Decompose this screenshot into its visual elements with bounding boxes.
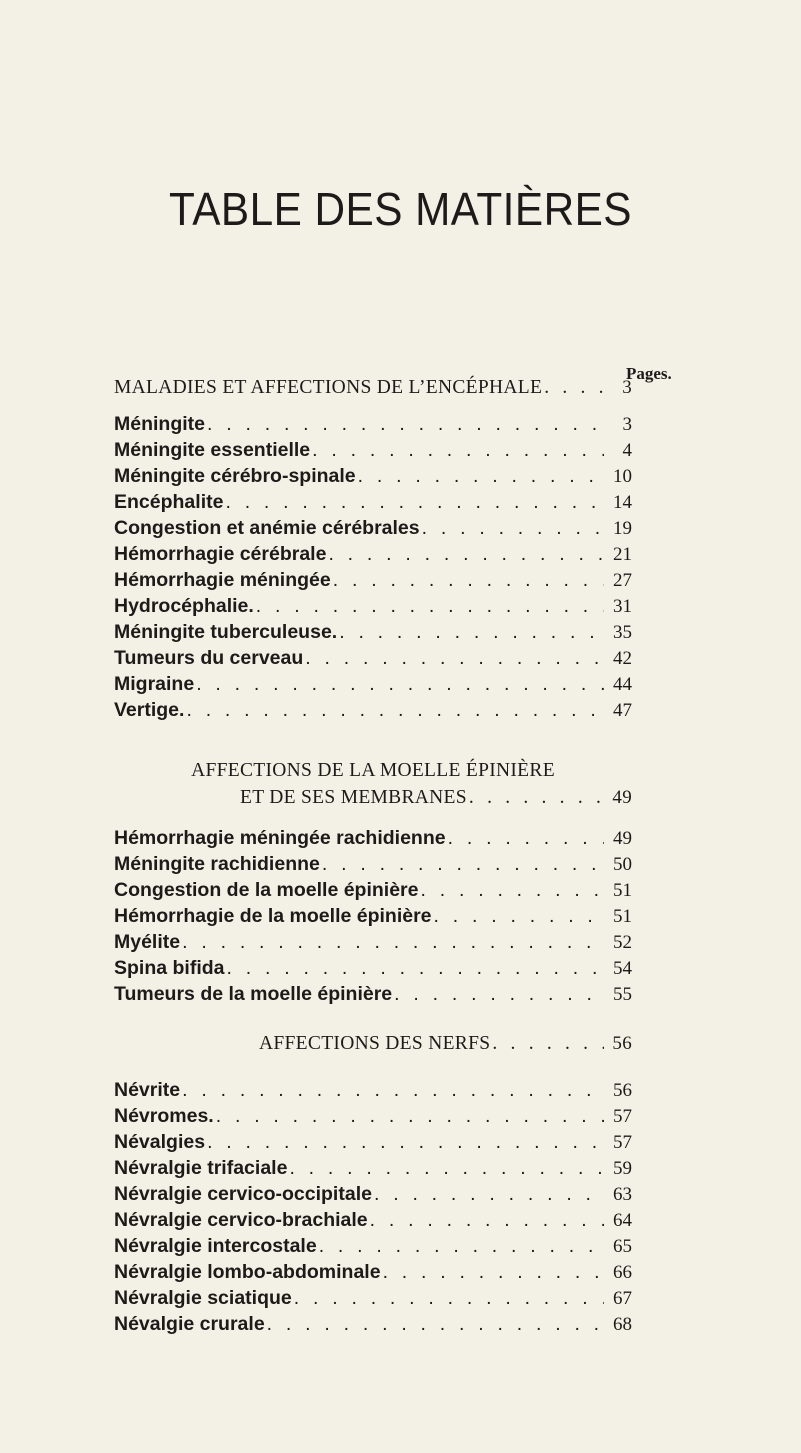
- toc-entry: [114, 1311, 632, 1337]
- section-heading-moelle-line1: AFFECTIONS DE LA MOELLE ÉPINIÈRE: [191, 760, 555, 781]
- entry-page-number: 50: [613, 854, 632, 875]
- dot-leader: [254, 593, 604, 619]
- entry-page-number: 63: [613, 1184, 632, 1205]
- toc-entry: [114, 697, 632, 723]
- dot-leader: [180, 929, 604, 955]
- section-title: MALADIES ET AFFECTIONS DE L’ENCÉPHALE: [114, 377, 543, 398]
- entry-title: Congestion de la moelle épinière: [114, 879, 419, 901]
- dot-leader: [223, 489, 604, 515]
- dot-leader: [372, 1181, 604, 1207]
- dot-leader: [205, 411, 604, 437]
- entry-title: Hémorrhagie méningée rachidienne: [114, 827, 446, 849]
- dot-leader: [542, 375, 604, 401]
- entry-page-number: 3: [622, 414, 632, 435]
- dot-leader: [420, 515, 604, 541]
- section-title: ET DE SES MEMBRANES: [240, 787, 467, 808]
- section-items-encephale: [114, 411, 632, 723]
- toc-entry: [114, 593, 632, 619]
- toc-entry: [114, 1077, 632, 1103]
- entry-title: Tumeurs de la moelle épinière: [114, 983, 393, 1005]
- dot-leader: [432, 903, 604, 929]
- toc-entry: [114, 1103, 632, 1129]
- entry-title: Spina bifida: [114, 957, 225, 979]
- entry-title: Hydrocéphalie.: [114, 595, 254, 617]
- dot-leader: [419, 877, 605, 903]
- section-items-nerfs: [114, 1077, 632, 1337]
- entry-title: Névromes.: [114, 1105, 214, 1127]
- dot-leader: [287, 1155, 604, 1181]
- entry-title: Névalgies: [114, 1131, 206, 1153]
- entry-page-number: 56: [613, 1080, 632, 1101]
- entry-page-number: 21: [613, 544, 632, 565]
- dot-leader: [467, 785, 604, 811]
- entry-page-number: 51: [613, 906, 632, 927]
- toc-entry: [114, 877, 632, 903]
- entry-title: Névralgie cervico-occipitale: [114, 1183, 372, 1205]
- entry-page-number: 42: [613, 648, 632, 669]
- entry-page-number: 4: [622, 440, 632, 461]
- toc-entry: [114, 1129, 632, 1155]
- toc-entry: [114, 903, 632, 929]
- entry-title: Tumeurs du cerveau: [114, 647, 304, 669]
- dot-leader: [292, 1285, 604, 1311]
- dot-leader: [331, 567, 604, 593]
- dot-leader: [317, 1233, 604, 1259]
- entry-title: Méningite tuberculeuse.: [114, 621, 338, 643]
- entry-page-number: 55: [613, 984, 632, 1005]
- entry-title: Méningite rachidienne: [114, 853, 320, 875]
- dot-leader: [194, 671, 604, 697]
- entry-title: Hémorrhagie de la moelle épinière: [114, 905, 432, 927]
- entry-page-number: 54: [613, 958, 632, 979]
- entry-title: Hémorrhagie méningée: [114, 569, 331, 591]
- section-heading-moelle-line2: [114, 785, 632, 811]
- section-page-number: 3: [622, 377, 632, 398]
- section-title: AFFECTIONS DES NERFS: [259, 1033, 491, 1054]
- entry-title: Névralgie intercostale: [114, 1235, 317, 1257]
- entry-page-number: 35: [613, 622, 632, 643]
- dot-leader: [225, 955, 604, 981]
- entry-page-number: 65: [613, 1236, 632, 1257]
- dot-leader: [446, 825, 604, 851]
- entry-title: Migraine: [114, 673, 195, 695]
- entry-title: Névralgie lombo-abdominale: [114, 1261, 381, 1283]
- entry-page-number: 57: [613, 1106, 632, 1127]
- toc-entry: [114, 825, 632, 851]
- toc-entry: [114, 955, 632, 981]
- toc-entry: [114, 1233, 632, 1259]
- toc-entry: [114, 1285, 632, 1311]
- dot-leader: [310, 437, 604, 463]
- entry-title: Congestion et anémie cérébrales: [114, 517, 420, 539]
- toc-entry: [114, 411, 632, 437]
- entry-title: Hémorrhagie cérébrale: [114, 543, 327, 565]
- entry-title: Méningite cérébro-spinale: [114, 465, 356, 487]
- entry-title: Vertige.: [114, 699, 185, 721]
- toc-entry: [114, 1259, 632, 1285]
- section-items-moelle: [114, 825, 632, 1007]
- entry-page-number: 59: [613, 1158, 632, 1179]
- dot-leader: [326, 541, 604, 567]
- toc-entry: [114, 567, 632, 593]
- entry-page-number: 57: [613, 1132, 632, 1153]
- page-title: TABLE DES MATIÈRES: [169, 183, 632, 235]
- toc-entry: [114, 851, 632, 877]
- table-of-contents: [114, 375, 632, 1337]
- entry-page-number: 51: [613, 880, 632, 901]
- entry-title: Névralgie trifaciale: [114, 1157, 288, 1179]
- toc-entry: [114, 981, 632, 1007]
- section-heading-nerfs: [114, 1031, 632, 1057]
- entry-title: Méningite essentielle: [114, 439, 311, 461]
- entry-title: Névralgie sciatique: [114, 1287, 292, 1309]
- entry-title: Encéphalite: [114, 491, 224, 513]
- entry-title: Myélite: [114, 931, 181, 953]
- entry-page-number: 49: [613, 828, 632, 849]
- entry-page-number: 67: [613, 1288, 632, 1309]
- dot-leader: [392, 981, 604, 1007]
- section-heading-encephale: [114, 375, 632, 401]
- section-page-number: 49: [612, 787, 632, 808]
- toc-entry: [114, 645, 632, 671]
- toc-entry: [114, 463, 632, 489]
- entry-page-number: 68: [613, 1314, 632, 1335]
- dot-leader: [356, 463, 604, 489]
- dot-leader: [214, 1103, 604, 1129]
- entry-page-number: 44: [613, 674, 632, 695]
- section-page-number: 56: [612, 1033, 632, 1054]
- toc-entry: [114, 1207, 632, 1233]
- entry-title: Méningite: [114, 413, 205, 435]
- entry-page-number: 64: [613, 1210, 632, 1231]
- dot-leader: [184, 697, 604, 723]
- dot-leader: [381, 1259, 604, 1285]
- dot-leader: [337, 619, 604, 645]
- entry-page-number: 10: [613, 466, 632, 487]
- dot-leader: [265, 1311, 604, 1337]
- dot-leader: [303, 645, 604, 671]
- entry-title: Névrite: [114, 1079, 181, 1101]
- toc-entry: [114, 1155, 632, 1181]
- pages-column-label: Pages.: [626, 364, 672, 383]
- entry-page-number: 47: [613, 700, 632, 721]
- toc-entry: [114, 437, 632, 463]
- toc-entry: [114, 541, 632, 567]
- entry-title: Névalgie crurale: [114, 1313, 265, 1335]
- toc-entry: [114, 929, 632, 955]
- entry-page-number: 19: [613, 518, 632, 539]
- entry-page-number: 14: [613, 492, 632, 513]
- entry-page-number: 27: [613, 570, 632, 591]
- dot-leader: [205, 1129, 604, 1155]
- dot-leader: [320, 851, 604, 877]
- dot-leader: [490, 1031, 604, 1057]
- toc-entry: [114, 515, 632, 541]
- toc-entry: [114, 619, 632, 645]
- toc-entry: [114, 1181, 632, 1207]
- toc-entry: [114, 489, 632, 515]
- entry-page-number: 31: [613, 596, 632, 617]
- entry-title: Névralgie cervico-brachiale: [114, 1209, 368, 1231]
- dot-leader: [368, 1207, 604, 1233]
- toc-entry: [114, 671, 632, 697]
- entry-page-number: 66: [613, 1262, 632, 1283]
- entry-page-number: 52: [613, 932, 632, 953]
- dot-leader: [180, 1077, 604, 1103]
